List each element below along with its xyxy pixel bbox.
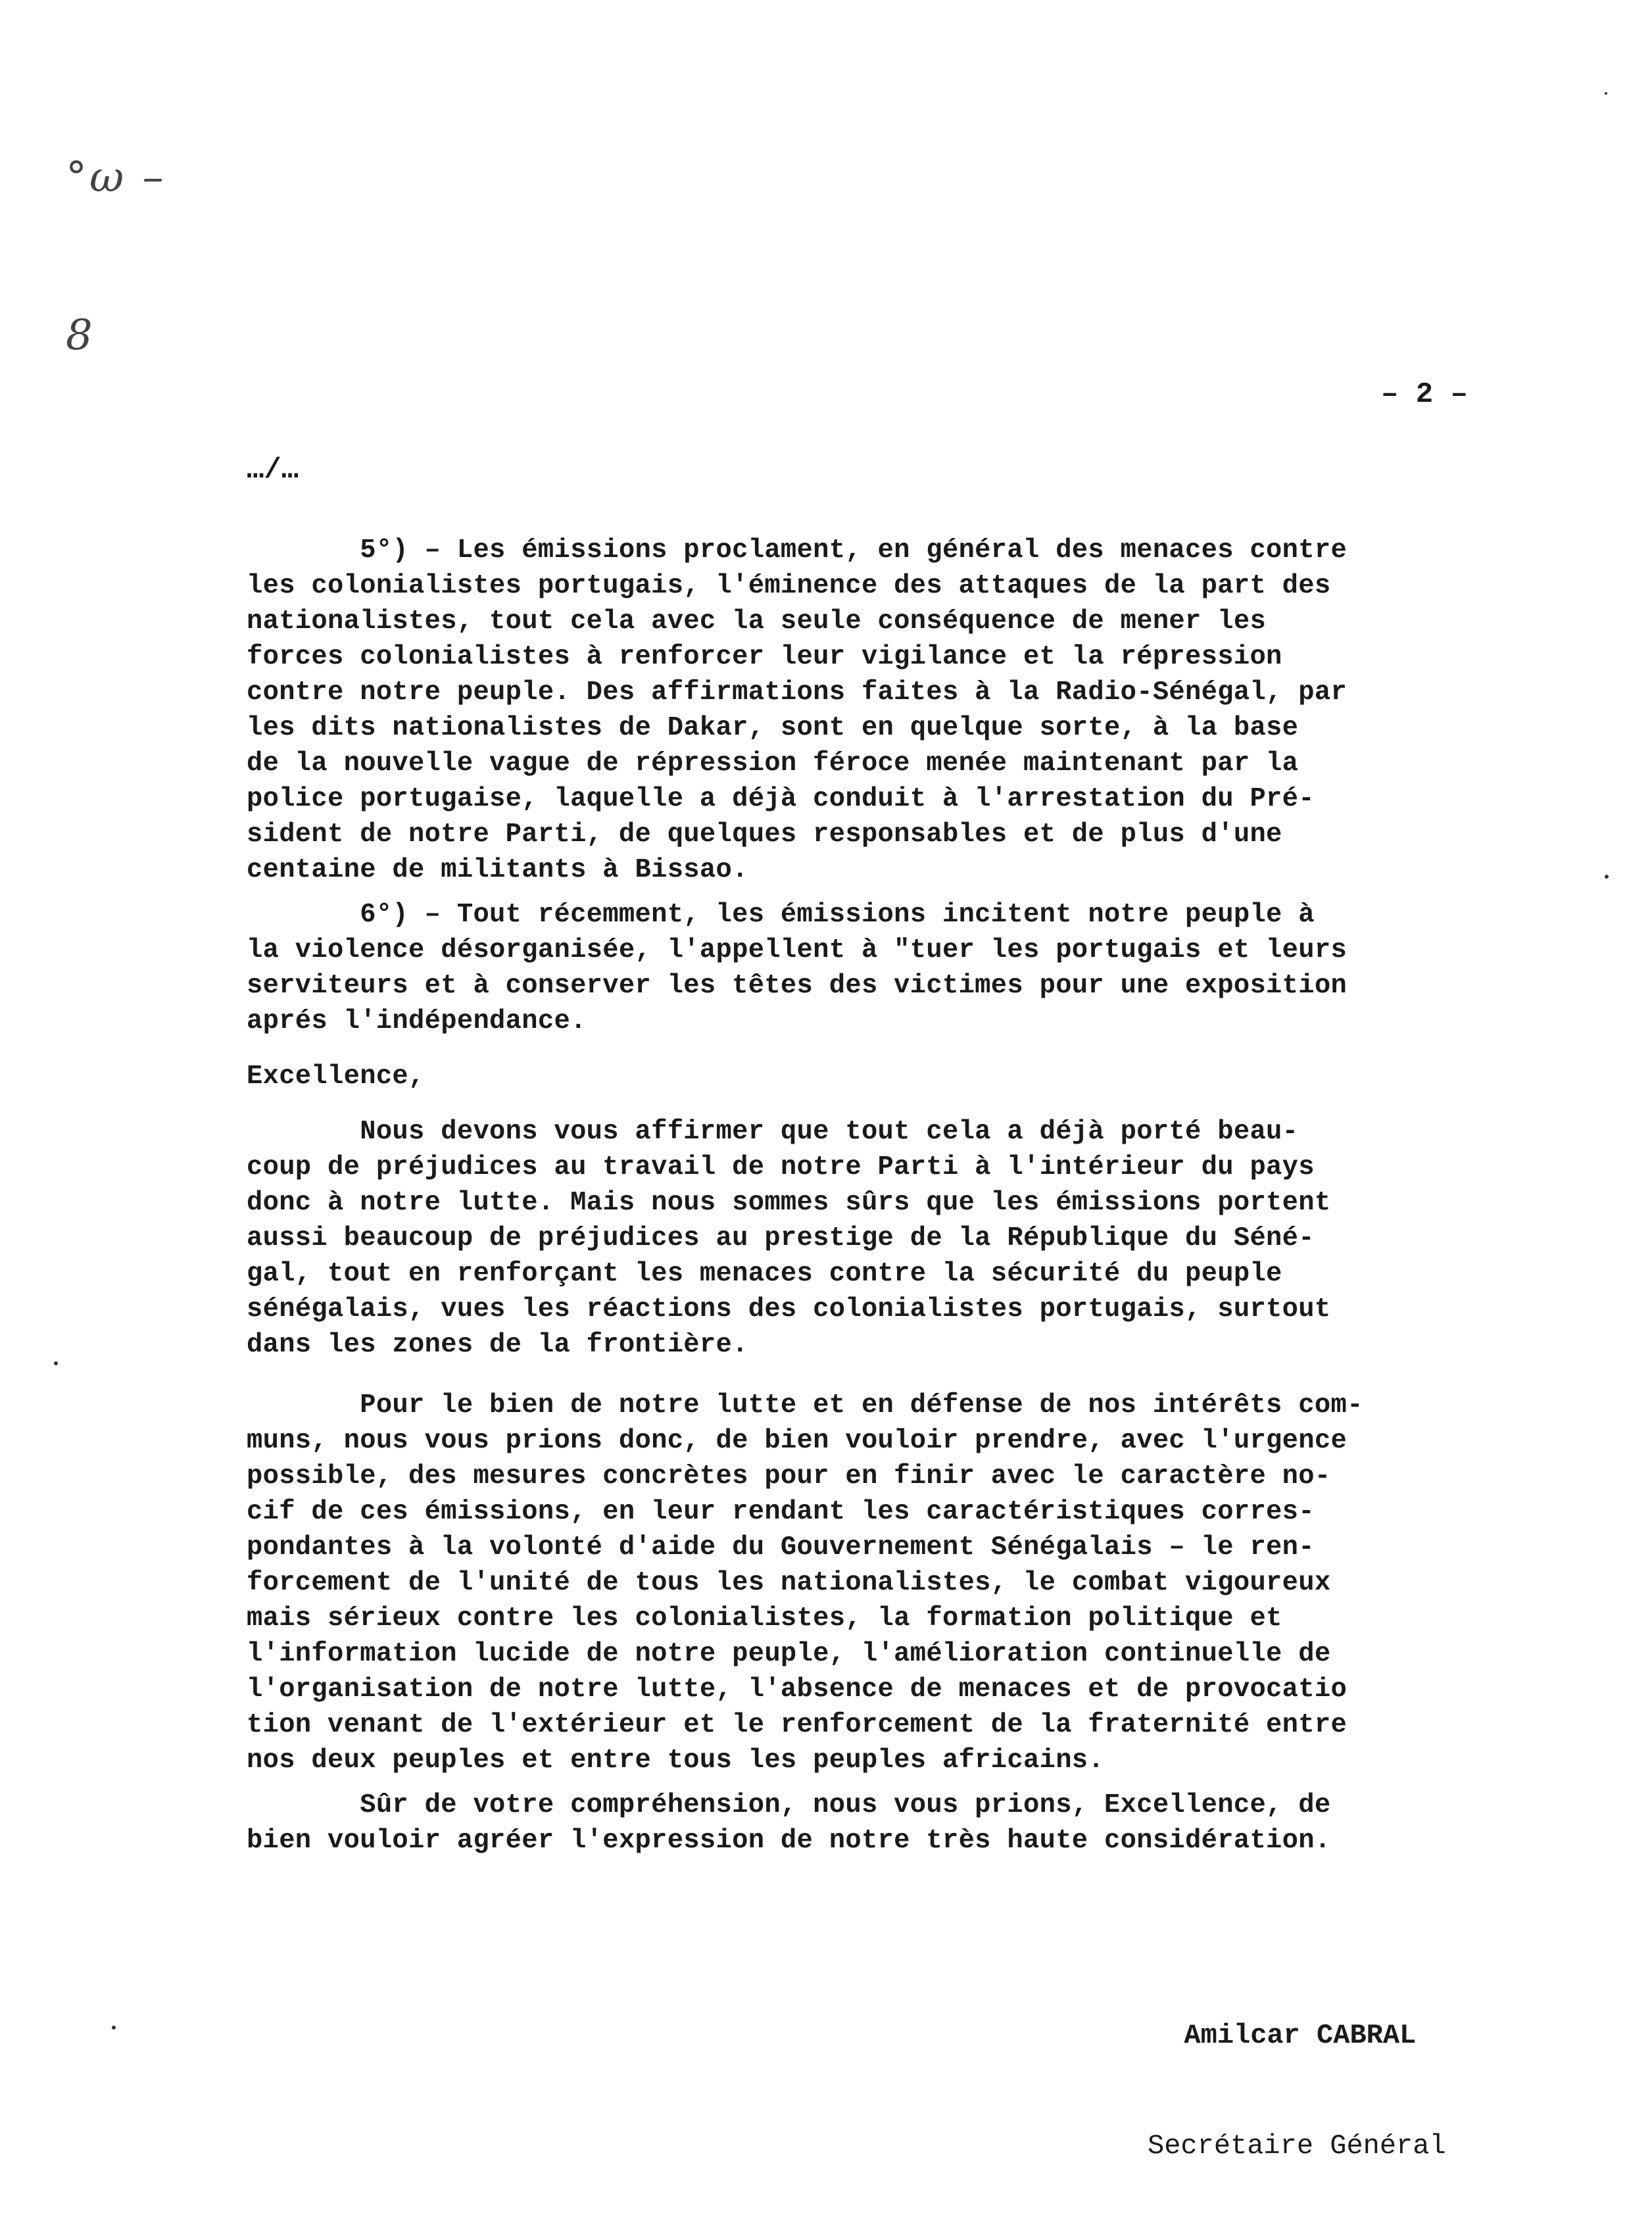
continuation-mark: …/…	[247, 454, 299, 487]
paragraph-affirmation	[247, 1114, 1634, 1363]
text-line: gal, tout en renforçant les menaces contre la sécurité du peuple	[247, 1259, 1282, 1289]
text-line: possible, des mesures concrètes pour en finir avec le caractère no-	[247, 1461, 1331, 1492]
text-line: contre notre peuple. Des affirmations faites à la Radio-Sénégal, par	[247, 677, 1348, 708]
text-line: Sûr de votre compréhension, nous vous prions, Excellence, de	[247, 1790, 1331, 1820]
text-line: pondantes à la volonté d'aide du Gouvernement Sénégalais – le ren-	[247, 1532, 1315, 1563]
text-line: les colonialistes portugais, l'éminence des attaques de la part des	[247, 571, 1331, 601]
signatory-name: Amilcar CABRAL	[1184, 2020, 1417, 2051]
text-line: coup de préjudices au travail de notre Parti à l'intérieur du pays	[247, 1152, 1315, 1182]
text-line: muns, nous vous prions donc, de bien vouloir prendre, avec l'urgence	[247, 1426, 1348, 1456]
text-line: forces colonialistes à renforcer leur vigilance et la répression	[247, 642, 1282, 672]
text-line: l'organisation de notre lutte, l'absence de menaces et de provocatio	[247, 1674, 1348, 1705]
scan-speck	[1605, 92, 1607, 95]
salutation	[247, 1059, 1634, 1094]
text-line: cif de ces émissions, en leur rendant les caractéristiques corres-	[247, 1497, 1315, 1527]
handwritten-mark-line2: 8	[66, 311, 95, 360]
text-line: mais sérieux contre les colonialistes, la formation politique et	[247, 1603, 1282, 1634]
scan-speck	[112, 2026, 116, 2030]
text-line: sénégalais, vues les réactions des colonialistes portugais, surtout	[247, 1294, 1331, 1325]
text-line: les dits nationalistes de Dakar, sont en quelque sorte, à la base	[247, 713, 1299, 743]
text-line: nos deux peuples et entre tous les peuples africains.	[247, 1745, 1105, 1776]
text-line: centaine de militants à Bissao.	[247, 855, 748, 885]
text-line: 6°) – Tout récemment, les émissions incitent notre peuple à	[247, 900, 1315, 930]
text-line: Pour le bien de notre lutte et en défense de nos intérêts com-	[247, 1390, 1363, 1421]
text-line: sident de notre Parti, de quelques responsables et de plus d'une	[247, 819, 1282, 850]
handwritten-mark-line1: °ω –	[66, 153, 166, 202]
text-line: de la nouvelle vague de répression féroce menée maintenant par la	[247, 748, 1299, 779]
signatory-title: Secrétaire Général	[1148, 2130, 1446, 2162]
paragraph-closing	[247, 1788, 1634, 1859]
letter-body	[247, 533, 1634, 1859]
scan-speck	[1605, 875, 1609, 879]
text-line: aprés l'indépendance.	[247, 1006, 587, 1036]
text-line: l'information lucide de notre peuple, l'amélioration continuelle de	[247, 1639, 1331, 1669]
text-line: aussi beaucoup de préjudices au prestige de la République du Séné-	[247, 1223, 1315, 1253]
text-line: Nous devons vous affirmer que tout cela a déjà porté beau-	[247, 1117, 1299, 1147]
text-line: la violence désorganisée, l'appellent à "tuer les portugais et leurs	[247, 935, 1348, 965]
text-line: 5°) – Les émissions proclament, en général des menaces contre	[247, 535, 1348, 566]
scan-speck	[54, 1361, 58, 1365]
handwritten-mark	[66, 46, 166, 467]
text-line: tion venant de l'extérieur et le renforcement de la fraternité entre	[247, 1710, 1348, 1740]
text-line: police portugaise, laquelle a déjà conduit à l'arrestation du Pré-	[247, 784, 1315, 814]
text-line: Excellence,	[247, 1061, 425, 1092]
paragraph-point-5	[247, 533, 1634, 888]
text-line: forcement de l'unité de tous les nationalistes, le combat vigoureux	[247, 1568, 1331, 1598]
text-line: dans les zones de la frontière.	[247, 1330, 748, 1360]
page-number: – 2 –	[1381, 378, 1469, 411]
text-line: donc à notre lutte. Mais nous sommes sûrs que les émissions portent	[247, 1188, 1331, 1218]
signature-block	[1148, 1943, 1446, 2238]
paragraph-point-6	[247, 897, 1634, 1039]
text-line: nationalistes, tout cela avec la seule conséquence de mener les	[247, 606, 1267, 637]
text-line: bien vouloir agréer l'expression de notre très haute considération.	[247, 1826, 1331, 1856]
paragraph-request	[247, 1388, 1634, 1778]
text-line: serviteurs et à conserver les têtes des victimes pour une exposition	[247, 971, 1348, 1001]
